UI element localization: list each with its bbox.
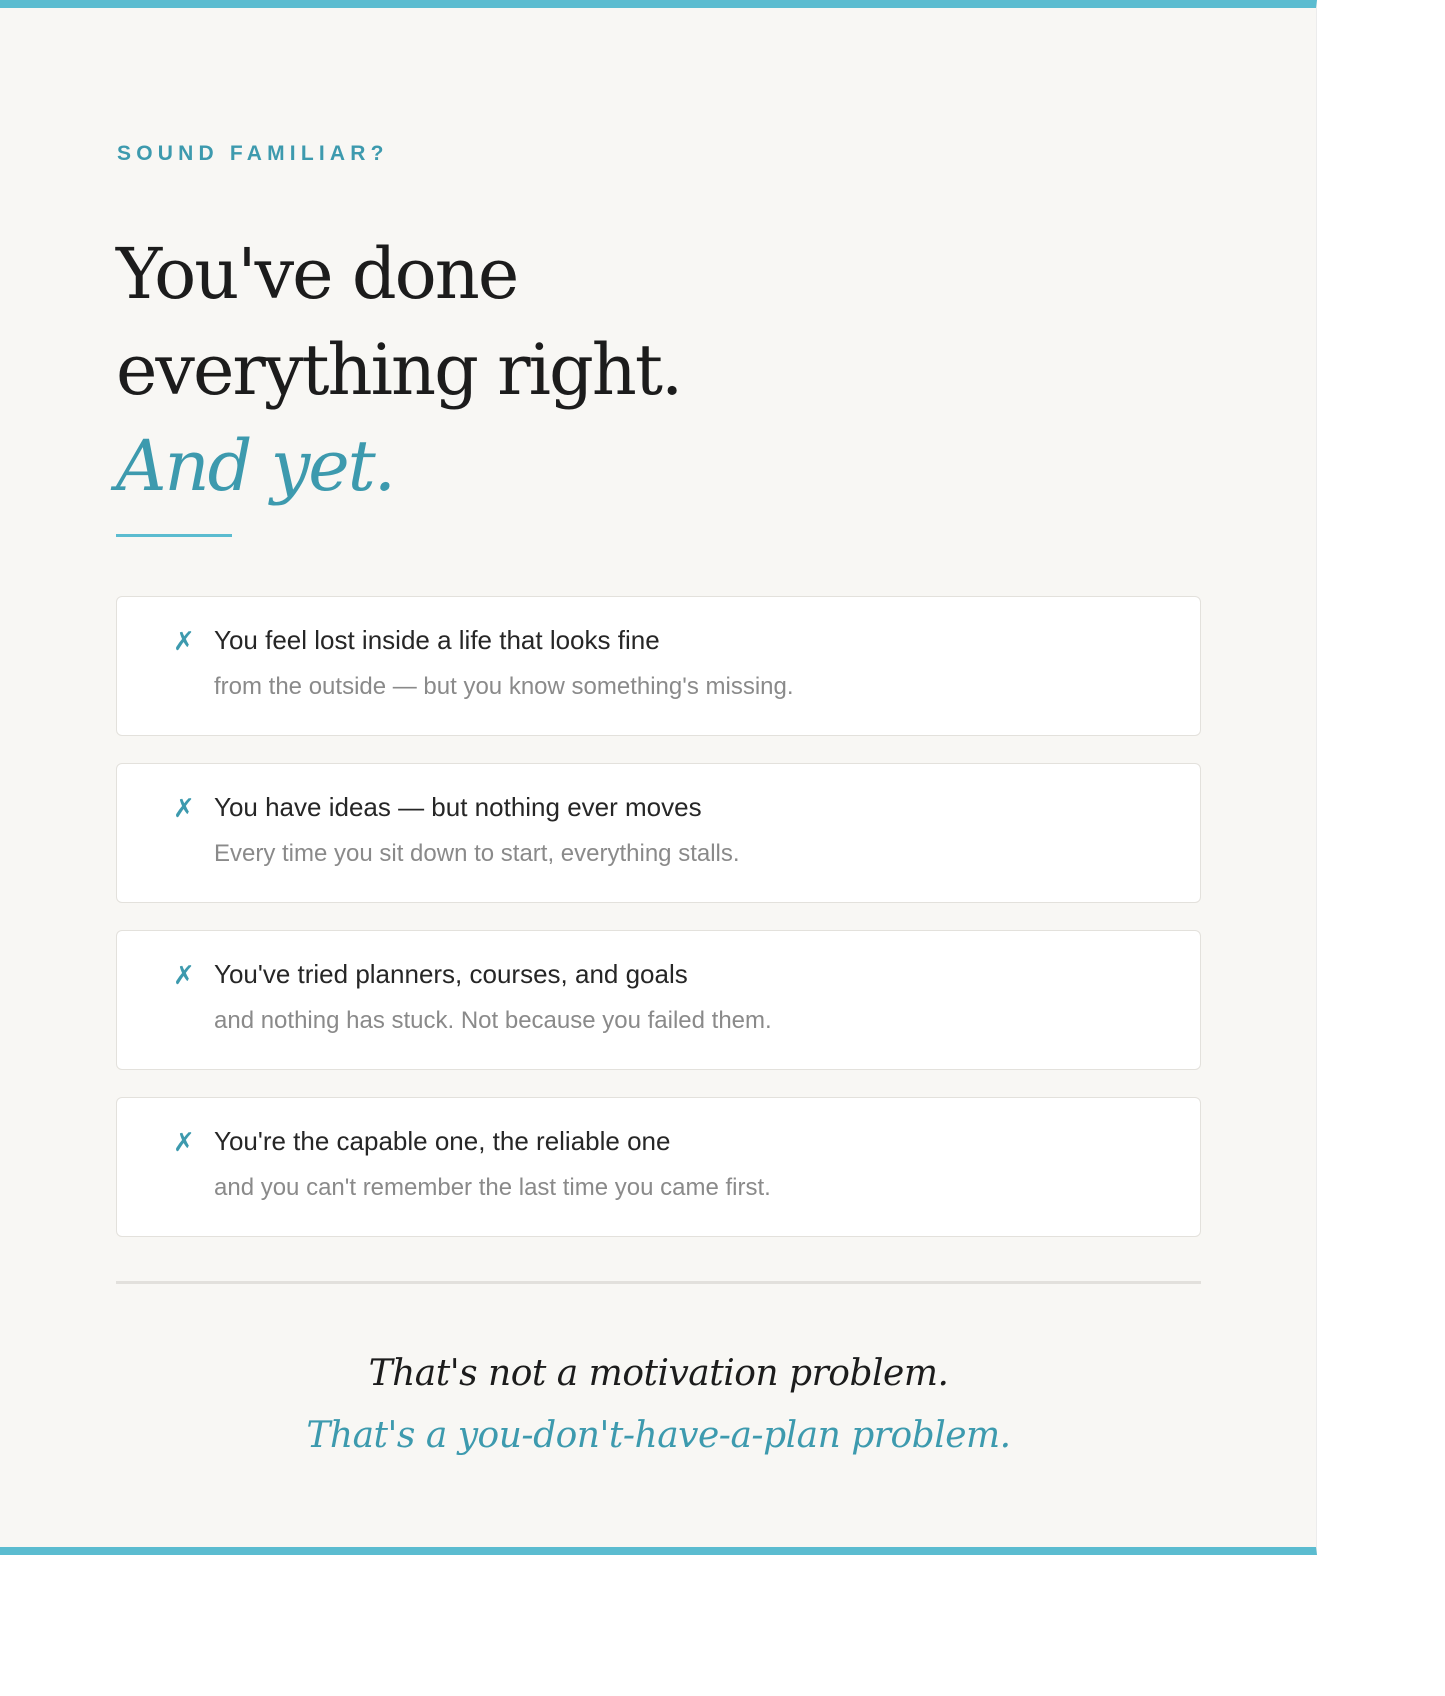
- pain-point-title: You have ideas — but nothing ever moves: [214, 792, 702, 822]
- pain-point-card: [116, 763, 1201, 903]
- x-mark-icon: ✗: [173, 794, 195, 824]
- headline-accent: And yet.: [116, 425, 395, 507]
- x-mark-icon: ✗: [173, 961, 195, 991]
- pain-point-title: You've tried planners, courses, and goals: [214, 959, 688, 989]
- headline: [116, 226, 681, 514]
- pain-point-subtitle: Every time you sit down to start, everything stalls.: [214, 840, 740, 867]
- x-mark-icon: ✗: [173, 627, 195, 657]
- pain-point-subtitle: and nothing has stuck. Not because you failed them.: [214, 1007, 772, 1034]
- pain-point-subtitle: from the outside — but you know something's missing.: [214, 673, 794, 700]
- pain-point-card: [116, 930, 1201, 1070]
- pain-point-card: [116, 596, 1201, 736]
- closing-line-1: That's not a motivation problem.: [368, 1353, 949, 1394]
- closing-line-2: That's a you-don't-have-a-plan problem.: [306, 1415, 1011, 1456]
- x-mark-icon: ✗: [173, 1128, 195, 1158]
- pain-point-card: [116, 1097, 1201, 1237]
- headline-line-1: You've done: [116, 233, 518, 315]
- section-divider: [116, 1281, 1201, 1284]
- closing-statement: [116, 1343, 1201, 1467]
- accent-rule: [116, 534, 232, 537]
- pain-point-title: You feel lost inside a life that looks fine: [214, 625, 660, 655]
- headline-line-2: everything right.: [116, 329, 682, 411]
- pain-point-list: [116, 596, 1201, 1264]
- pain-point-title: You're the capable one, the reliable one: [214, 1126, 671, 1156]
- pain-point-subtitle: and you can't remember the last time you came first.: [214, 1174, 771, 1201]
- eyebrow-label: SOUND FAMILIAR?: [117, 142, 389, 165]
